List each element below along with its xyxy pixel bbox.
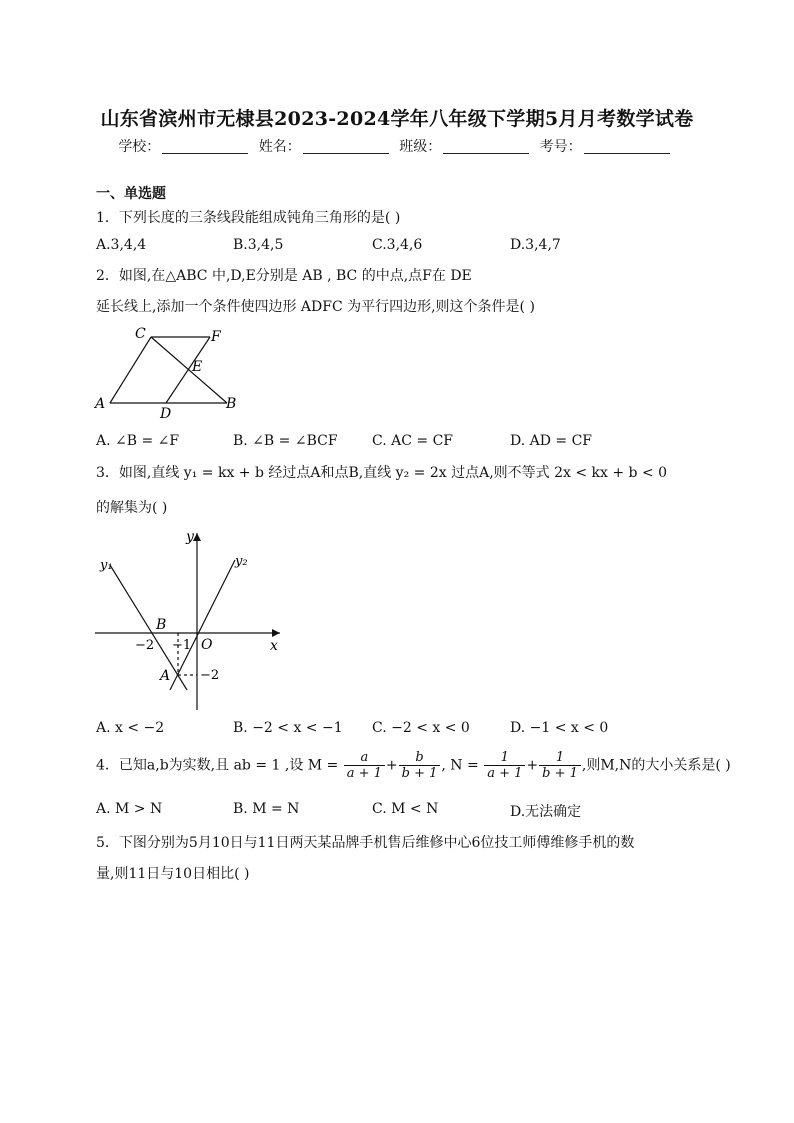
- plus-sign-1: +: [385, 757, 398, 774]
- fraction-b-over-b-plus-1: [399, 750, 441, 781]
- y-axis-arrow: [193, 533, 201, 541]
- student-info-row: [0, 136, 794, 156]
- name-label: 姓名：: [258, 139, 301, 155]
- question-5-line-1: 5．下图分别为5月10日与11日两天某品牌手机售后维修中心6位技工师傅维修手机的数: [96, 835, 635, 851]
- tick-neg1-x: −1: [172, 638, 192, 653]
- line-y1-label: y₁: [100, 558, 113, 573]
- q3-option-d: D. −1 < x < 0: [510, 720, 609, 736]
- school-blank[interactable]: [162, 139, 248, 154]
- point-b-label: B: [156, 617, 167, 633]
- frac2-numerator: b: [399, 750, 441, 766]
- question-4-stem: [96, 750, 731, 781]
- frac1-numerator: a: [344, 750, 385, 766]
- fraction-1-over-a-plus-1: [484, 750, 525, 781]
- q4-suffix: ,则M,N的大小关系是( ): [581, 757, 731, 774]
- q2-option-c: C. AC = CF: [372, 433, 453, 449]
- line-y1: [110, 565, 187, 690]
- frac1-denominator: a + 1: [346, 766, 382, 781]
- q2-option-d: D. AD = CF: [510, 433, 593, 449]
- point-a-label: A: [160, 668, 171, 684]
- q2-option-b: B. ∠B = ∠BCF: [233, 433, 338, 449]
- q4-option-c: C. M < N: [372, 801, 439, 817]
- label-f: F: [211, 329, 221, 345]
- class-blank[interactable]: [443, 139, 529, 154]
- question-1-stem: 1．下列长度的三条线段能组成钝角三角形的是( ): [96, 210, 401, 226]
- question-3-line-2: 的解集为( ): [96, 500, 168, 516]
- segment-ac: [110, 337, 151, 403]
- tick-neg2-y: −2: [200, 668, 220, 683]
- question-5-line-2: 量,则11日与10日相比( ): [96, 866, 250, 882]
- y-axis-label: y: [186, 529, 194, 545]
- name-blank[interactable]: [303, 139, 389, 154]
- exam-title: 山东省滨州市无棣县2023-2024学年八年级下学期5月月考数学试卷: [100, 108, 694, 130]
- origin-label: O: [201, 637, 213, 653]
- q2-option-a: A. ∠B = ∠F: [96, 433, 180, 449]
- question-3-line-1: 3．如图,直线 y₁ = kx + b 经过点A和点B,直线 y₂ = 2x 过点A,则不等式 2x < kx + b < 0: [96, 465, 668, 481]
- frac3-denominator: a + 1: [487, 766, 523, 781]
- class-label: 班级：: [399, 139, 442, 155]
- school-label: 学校：: [118, 139, 161, 155]
- label-b: B: [226, 396, 237, 412]
- parallelogram-figure: [90, 320, 250, 420]
- q4-option-b: B. M = N: [233, 801, 300, 817]
- coordinate-graph-figure: [90, 525, 290, 715]
- q4-option-d: D.无法确定: [510, 804, 582, 820]
- frac3-numerator: 1: [484, 750, 525, 766]
- fraction-1-over-b-plus-1: [539, 750, 581, 781]
- exam-number-blank[interactable]: [584, 139, 670, 154]
- question-2-line-1: 2．如图,在△ABC 中,D,E分别是 AB , BC 的中点,点F在 DE: [96, 268, 472, 284]
- exam-number-label: 考号：: [539, 139, 582, 155]
- q1-option-d: D.3,4,7: [510, 237, 561, 253]
- q1-option-c: C.3,4,6: [372, 237, 423, 253]
- q1-option-a: A.3,4,4: [96, 237, 147, 253]
- q3-option-a: A. x < −2: [96, 720, 165, 736]
- frac4-numerator: 1: [539, 750, 581, 766]
- tick-neg2-x: −2: [135, 638, 155, 653]
- q3-option-c: C. −2 < x < 0: [372, 720, 470, 736]
- q3-option-b: B. −2 < x < −1: [233, 720, 343, 736]
- label-e: E: [192, 359, 203, 375]
- plus-sign-2: +: [526, 757, 539, 774]
- segment-df: [166, 337, 210, 403]
- fraction-a-over-a-plus-1: [344, 750, 385, 781]
- line-y2-label: y₂: [235, 554, 248, 569]
- frac2-denominator: b + 1: [401, 766, 438, 781]
- question-2-line-2: 延长线上,添加一个条件使四边形 ADFC 为平行四边形,则这个条件是( ): [96, 299, 535, 315]
- segment-cb: [151, 337, 227, 403]
- q4-prefix: 4．已知a,b为实数,且 ab = 1 ,设 M =: [96, 757, 339, 774]
- label-c: C: [135, 326, 146, 342]
- q4-option-a: A. M > N: [96, 801, 163, 817]
- x-axis-label: x: [270, 638, 278, 654]
- section-heading: 一、单选题: [96, 186, 166, 202]
- label-d: D: [160, 406, 172, 420]
- x-axis-arrow: [272, 629, 280, 637]
- q4-mid: , N =: [441, 757, 479, 774]
- q1-option-b: B.3,4,5: [233, 237, 284, 253]
- label-a: A: [95, 396, 106, 412]
- frac4-denominator: b + 1: [542, 766, 578, 781]
